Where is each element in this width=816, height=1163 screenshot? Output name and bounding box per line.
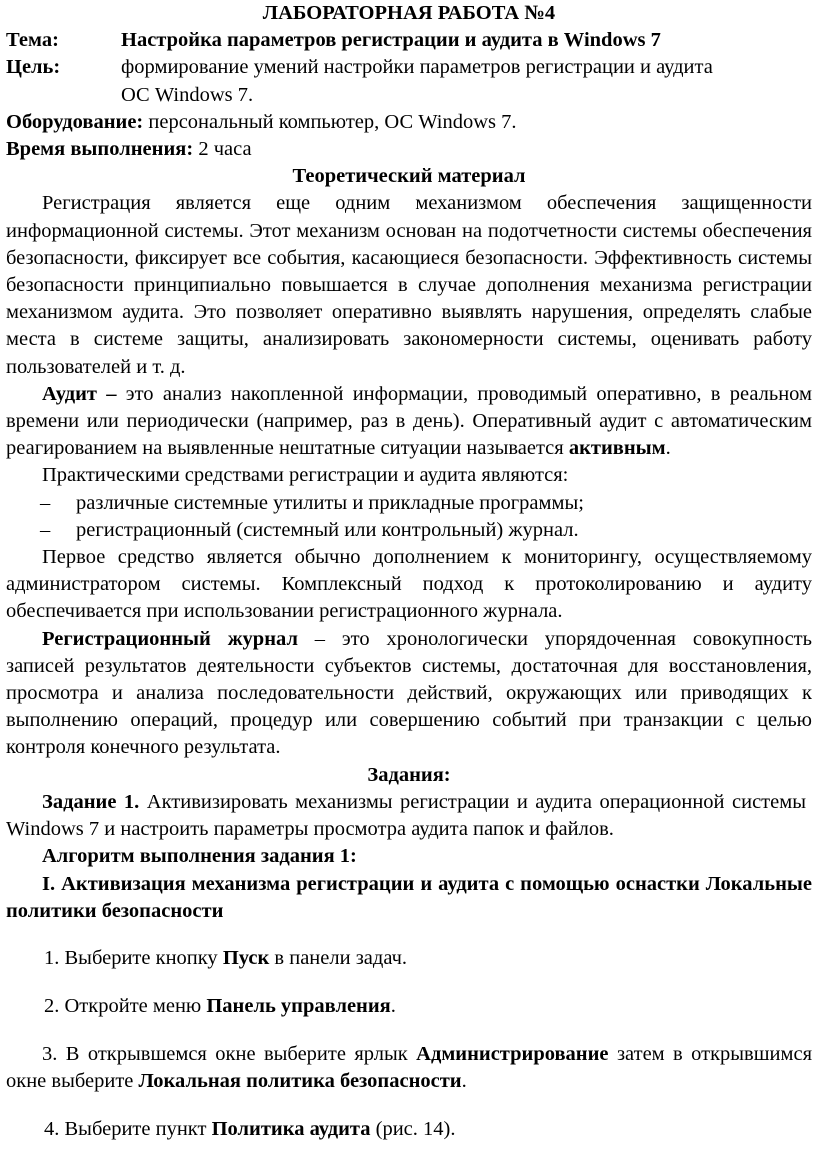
audit-active-term: активным	[568, 437, 666, 460]
task1-paragraph	[6, 789, 812, 843]
task1-text: Активизировать механизмы регистрации и аудита операционной системы Windows 7 и настроить параметры просмотра аудита папок и файлов.	[6, 790, 806, 841]
step-bold: Панель управления	[206, 995, 391, 1018]
step-number: 2.	[44, 995, 60, 1018]
step-text: В открывшемся окне выберите ярлык	[57, 1042, 417, 1065]
step-text: (рис. 14).	[370, 1117, 456, 1140]
step-item	[6, 1116, 812, 1143]
means-item-text: регистрационный (системный или контрольный) журнал.	[76, 518, 579, 541]
means-item-text: различные системные утилиты и прикладные программы;	[76, 491, 584, 514]
step-number: 1.	[44, 947, 60, 970]
document-page	[6, 0, 812, 1163]
time-text: 2 часа	[193, 138, 252, 161]
step-item	[6, 945, 812, 972]
step-text: Выберите кнопку	[59, 947, 223, 970]
audit-text: это анализ накопленной информации, проводимый оперативно, в реальном времени или периодически (например, раз в день). Оперативный аудит с автоматическим реагированием на выявленные нештатные ситуации называется	[6, 382, 812, 460]
step-text: Откройте меню	[59, 995, 207, 1018]
audit-term: Аудит –	[42, 382, 117, 405]
step-text: .	[390, 995, 396, 1018]
step-text: в панели задач.	[269, 947, 408, 970]
step-item	[6, 1041, 812, 1095]
tasks-heading: Задания:	[367, 763, 451, 786]
journal-text: – это хронологически упорядоченная совокупность записей результатов деятельности субъектов системы, достаточная для восстановления, просмотра и анализа последовательности действий, окружающих или приводящих к выполнению операций, процедур или совершению событий при транзакции с целью контроля конечного результата.	[6, 627, 812, 759]
journal-term: Регистрационный журнал	[42, 627, 298, 650]
step-text: .	[461, 1070, 467, 1093]
step-bold: Администрирование	[416, 1042, 609, 1065]
topic-label: Тема:	[6, 29, 59, 52]
equipment-label: Оборудование:	[6, 110, 144, 133]
first-means-paragraph: Первое средство является обычно дополнением к мониторингу, осуществляемому администратором системы. Комплексный подход к протоколированию и аудиту обеспечивается при использовании регистрационного журнала.	[6, 546, 812, 623]
goal-row	[6, 54, 812, 108]
step-text: затем в открывшимся окне выберите	[6, 1042, 812, 1093]
step-number: 3.	[42, 1042, 58, 1065]
journal-paragraph	[6, 626, 812, 762]
theory-heading: Теоретический материал	[292, 165, 526, 188]
step-bold: Локальная политика безопасности	[138, 1070, 462, 1093]
means-list-item	[6, 490, 812, 517]
task1-label: Задание 1.	[42, 790, 140, 813]
topic-text: Настройка параметров регистрации и аудита в Windows 7	[121, 29, 661, 52]
step-item	[6, 993, 812, 1020]
step-bold: Политика аудита	[211, 1117, 371, 1140]
dash-bullet: –	[40, 491, 51, 514]
audit-end: .	[665, 437, 671, 460]
section1-heading: I. Активизация механизма регистрации и аудита с помощью оснастки Локальные политики безопасности	[6, 872, 812, 922]
time-label: Время выполнения:	[6, 138, 194, 161]
means-intro: Практическими средствами регистрации и аудита являются:	[42, 464, 569, 487]
step-text: Выберите пункт	[59, 1117, 212, 1140]
time-line	[6, 136, 812, 163]
equipment-line	[6, 109, 812, 136]
topic-row	[6, 27, 812, 54]
theory-paragraph: Регистрация является еще одним механизмом обеспечения защищенности информационной системы. Этот механизм основан на подотчетности системы обеспечения безопасности, фиксирует все события, касающиеся безопасности. Эффективность системы безопасности принципиально повышается в случае дополнения механизма регистрации механизмом аудита. Это позволяет оперативно выявлять нарушения, определять слабые места в системе защиты, анализировать закономерности системы, оценивать работу пользователей и т. д.	[6, 192, 812, 378]
equipment-text: персональный компьютер, ОС Windows 7.	[143, 110, 517, 133]
goal-line-2: ОС Windows 7.	[121, 83, 254, 106]
step-number: 4.	[44, 1117, 60, 1140]
step-bold: Пуск	[222, 947, 270, 970]
means-list-item	[6, 517, 812, 544]
algorithm-heading: Алгоритм выполнения задания 1:	[42, 845, 357, 868]
audit-paragraph	[6, 381, 812, 463]
goal-label: Цель:	[6, 56, 61, 79]
goal-line-1: формирование умений настройки параметров регистрации и аудита	[121, 56, 713, 79]
dash-bullet: –	[40, 518, 51, 541]
goal-text	[121, 54, 812, 108]
document-title: ЛАБОРАТОРНАЯ РАБОТА №4	[262, 2, 556, 24]
